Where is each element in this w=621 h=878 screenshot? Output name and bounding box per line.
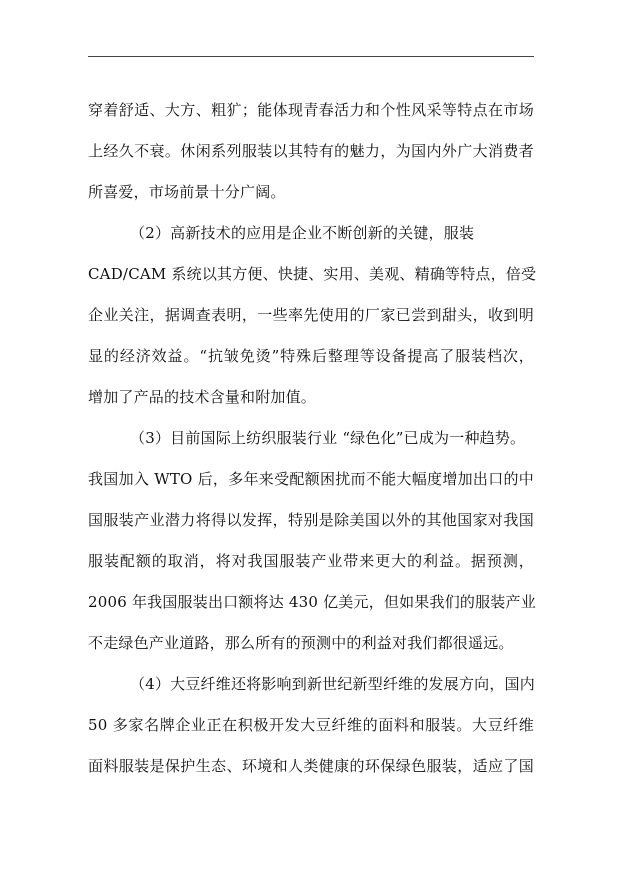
text-line: 50 多家名牌企业正在积极开发大豆纤维的面料和服装。大豆纤维 [88,716,534,734]
text-line: 穿着舒适、大方、粗犷；能体现青春活力和个性风采等特点在市场 [88,101,534,119]
body-text [88,90,537,787]
text-line: 企业关注，据调查表明，一些率先使用的厂家已尝到甜头，收到明 [88,306,534,324]
paragraph-start-line: （4）大豆纤维还将影响到新世纪新型纤维的发展方向，国内 [130,675,535,693]
text-line: 我国加入 WTO 后，多年来受配额困扰而不能大幅度增加出口的中 [88,470,534,488]
text-line: 面料服装是保护生态、环境和人类健康的环保绿色服装，适应了国 [88,757,534,775]
text-line: 上经久不衰。休闲系列服装以其特有的魅力，为国内外广大消费者 [88,142,534,160]
text-line: 增加了产品的技术含量和附加值。 [88,388,317,406]
text-line: 显的经济效益。“抗皱免烫”特殊后整理等设备提高了服装档次， [88,347,534,365]
header-rule [88,56,534,57]
text-line: 所喜爱，市场前景十分广阔。 [88,183,286,201]
text-line: 国服装产业潜力将得以发挥，特别是除美国以外的其他国家对我国 [88,511,534,529]
text-line: 2006 年我国服装出口额将达 430 亿美元，但如果我们的服装产业 [88,593,536,611]
paragraph-start-line: （3）目前国际上纺织服装行业 “绿色化”已成为一种趋势。 [130,429,526,447]
text-line: 服装配额的取消，将对我国服装产业带来更大的利益。据预测， [88,552,534,570]
paragraph-start-line: （2）高新技术的应用是企业不断创新的关键，服装 [130,224,475,242]
text-line: CAD/CAM 系统以其方便、快捷、实用、美观、精确等特点，倍受 [88,265,537,283]
text-line: 不走绿色产业道路，那么所有的预测中的利益对我们都很遥远。 [88,634,514,652]
